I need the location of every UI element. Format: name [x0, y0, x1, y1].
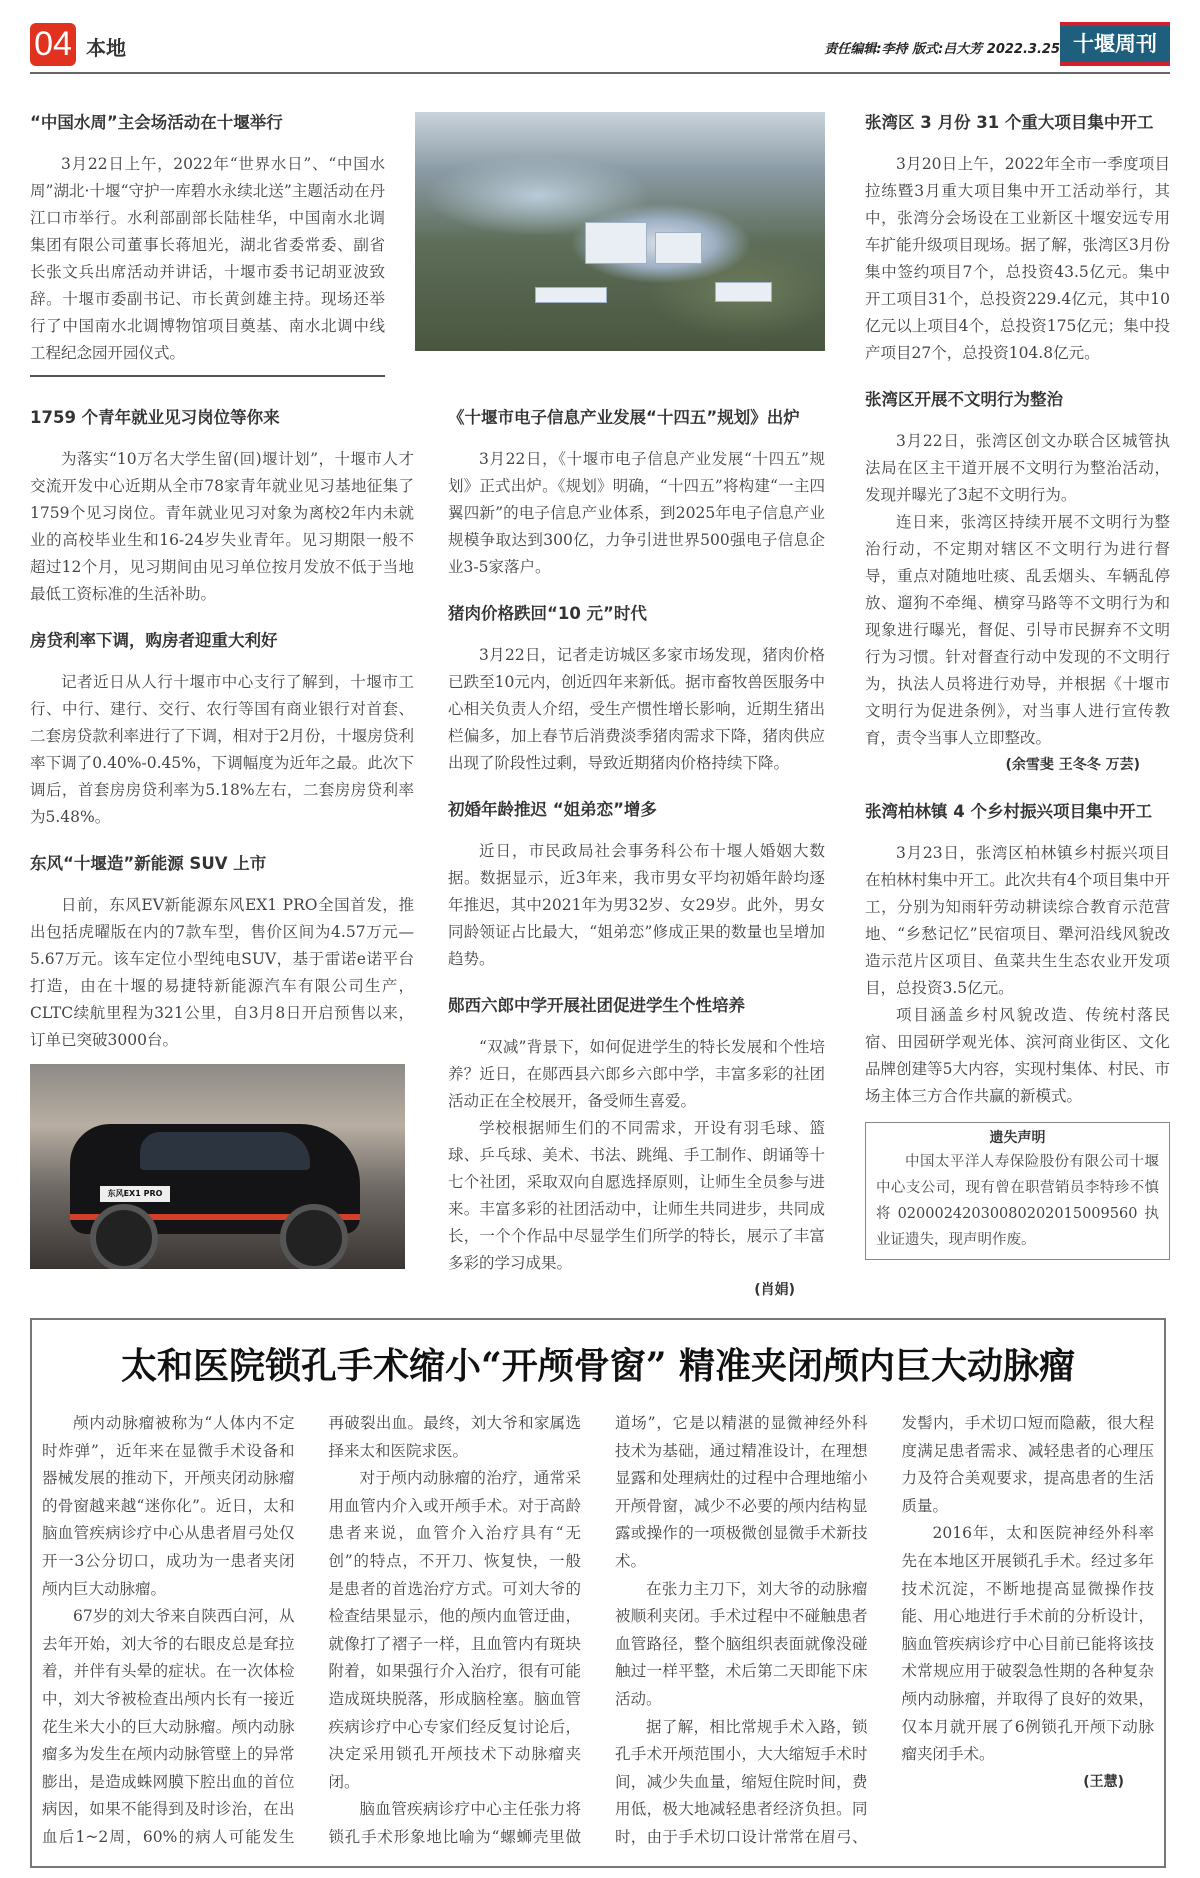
- article-title: 郧西六郎中学开展社团促进学生个性培养: [448, 996, 745, 1015]
- column-3: [865, 112, 1170, 1260]
- article-title: 房贷利率下调，购房者迎重大利好: [30, 631, 278, 650]
- feature-headline: 太和医院锁孔手术缩小“开颅骨窗” 精准夹闭颅内巨大动脉瘤: [121, 1345, 1075, 1387]
- article-title: 东风“十堰造”新能源 SUV 上市: [30, 854, 267, 873]
- building-shape: [715, 282, 772, 302]
- feature-article-box: [30, 1318, 1166, 1868]
- article-paragraph: 3月23日，张湾区柏林镇乡村振兴项目在柏林村集中开工。此次共有4个项目集中开工，分别为知雨轩劳动耕读综合教育示范营地、“乡愁记忆”民宿项目、犟河沿线风貌改造示范片区项目、鱼菜共生生态农业开发项目，总投资3.5亿元。: [865, 844, 1170, 997]
- article-paragraph: 连日来，张湾区持续开展不文明行为整治行动，不定期对辖区不文明行为进行督导，重点对随地吐痰、乱丢烟头、车辆乱停放、遛狗不牵绳、横穿马路等不文明行为和现象进行曝光，督促、引导市民摒弃不文明行为习惯。针对督查行动中发现的不文明行为，执法人员将进行劝导，并根据《十堰市文明行为促进条例》，对当事人进行宣传教育，责令当事人立即整改。: [865, 513, 1170, 747]
- feature-paragraph: 脑血管疾病诊疗中心主任张力将锁孔手术形象地比喻为“螺蛳壳里做道场”，它是以精湛的显微神经外科技术为基础，通过精准设计，在理想显露和处理病灶的过程中合理地缩小开颅骨窗，减少不必要的颅内结构显露或操作的一项极微创显微手术新技术。: [328, 1414, 868, 1846]
- article-internships: [30, 407, 414, 608]
- top-row: [30, 112, 825, 377]
- building-shape: [535, 287, 607, 303]
- article-paragraph: 近日，市民政局社会事务科公布十堰人婚姻大数据。数据显示，近3年来，我市男女平均初婚年龄均逐年推迟，其中2021年为男32岁、女29岁。此外，男女同龄领证占比最大，“姐弟恋”修成正果的数量也呈增加趋势。: [448, 842, 825, 968]
- building-shape: [585, 222, 647, 264]
- car-window-shape: [140, 1132, 310, 1170]
- article-paragraph: 3月22日上午，2022年“世界水日”、“中国水周”湖北·十堰“守护一库碧水永续北送”主题活动在丹江口市举行。水利部副部长陆桂华，中国南水北调集团有限公司董事长蒋旭光，湖北省委常委、副省长张文兵出席活动并讲话，十堰市委书记胡亚波致辞。十堰市委副书记、市长黄剑雄主持。现场还举行了中国南水北调博物馆项目奠基、南水北调中线工程纪念园开园仪式。: [30, 155, 385, 362]
- article-school-clubs: [448, 995, 825, 1304]
- notice-text: 中国太平洋人寿保险股份有限公司十堰中心支公司，现有曾在职营销员李特珍不慎将02000242030080202015009560执业证遗失，现声明作废。: [876, 1154, 1159, 1248]
- article-paragraph: “双减”背景下，如何促进学生的特长发展和个性培养？近日，在郧西县六郎乡六郎中学，丰富多彩的社团活动正在全校展开，备受师生喜爱。: [448, 1038, 825, 1110]
- page-number-badge: 04: [30, 23, 76, 66]
- left-area: [30, 112, 825, 1304]
- wheel-shape: [280, 1204, 348, 1269]
- feature-paragraph: 在张力主刀下，刘大爷的动脉瘤被顺利夹闭。手术过程中不碰触患者血管路径，整个脑组织表面就像没碰触过一样平整，术后第二天即能下床活动。: [615, 1579, 868, 1708]
- article-paragraph: 3月22日，张湾区创文办联合区城管执法局在区主干道开展不文明行为整治活动，发现并曝光了3起不文明行为。: [865, 432, 1170, 504]
- notice-title: 遗失声明: [989, 1130, 1046, 1146]
- article-title: 初婚年龄推迟 “姐弟恋”增多: [448, 800, 657, 819]
- article-title: 张湾柏林镇 4 个乡村振兴项目集中开工: [865, 802, 1152, 821]
- wheel-shape: [90, 1204, 158, 1269]
- article-paragraph: 日前，东风EV新能源东风EX1 PRO全国首发，推出包括虎曜版在内的7款车型，售价区间为4.57万元—5.67万元。该车定位小型纯电SUV，基于雷诺e诺平台打造，由在十堰的易捷特新能源汽车有限公司生产，CLTC续航里程为321公里，自3月8日开启预售以来，订单已突破3000台。: [30, 896, 414, 1049]
- lower-row: [30, 407, 825, 1304]
- article-paragraph: 3月22日，记者走访城区多家市场发现，猪肉价格已跌至10元内，创近四年来新低。据市畜牧兽医服务中心相关负责人介绍，受生产惯性增长影响，近期生猪出栏偏多，加上春节后消费淡季猪肉需求下降，猪肉供应出现了阶段性过剩，导致近期猪肉价格持续下降。: [448, 646, 825, 772]
- article-electronics-plan: [448, 407, 825, 581]
- column-2: [448, 407, 825, 1304]
- article-pork: [448, 603, 825, 777]
- article-title: 《十堰市电子信息产业发展“十四五”规划》出炉: [448, 408, 800, 427]
- article-paragraph: 3月20日上午，2022年全市一季度项目拉练暨3月重大项目集中开工活动举行，其中，张湾分会场设在工业新区十堰安远专用车扩能升级项目现场。据了解，张湾区3月份集中签约项目7个，总投资43.5亿元。集中开工项目31个，总投资229.4亿元，其中10亿元以上项目4个，总投资175亿元；集中投产项目27个，总投资104.8亿元。: [865, 155, 1170, 362]
- column-1-top: [30, 112, 385, 377]
- car-photo-dongfeng-ex1-pro: [30, 1064, 405, 1269]
- building-shape: [655, 232, 702, 264]
- article-title: “中国水周”主会场活动在十堰举行: [30, 113, 283, 132]
- article-paragraph: 为落实“10万名大学生留(回)堰计划”，十堰市人才交流开发中心近期从全市78家青年就业见习基地征集了1759个见习岗位。青年就业见习对象为离校2年内未就业的高校毕业生和16-24岁失业青年。见习期限一般不超过12个月，见习期间由见习单位按月发放不低于当地最低工资标准的生活补助。: [30, 450, 414, 603]
- feature-paragraph: 对于颅内动脉瘤的治疗，通常采用血管内介入或开颅手术。对于高龄患者来说，血管介入治疗具有“无创”的特点，不开刀、恢复快，一般是患者的首选治疗方式。可刘大爷的检查结果显示，他的颅内血管迂曲，就像打了褶子一样，且血管内有斑块附着，如果强行介入治疗，很有可能造成斑块脱落，形成脑栓塞。脑血管疾病诊疗中心专家们经反复讨论后，决定采用锁孔开颅技术下动脉瘤夹闭。: [328, 1469, 581, 1791]
- article-water-week: [30, 112, 385, 367]
- lost-notice-box: [865, 1122, 1170, 1260]
- article-paragraph: 3月22日，《十堰市电子信息产业发展“十四五”规划》正式出炉。《规划》明确，“十四五”将构建“一主四翼四新”的电子信息产业体系，到2025年电子信息产业规模争取达到300亿，力争引进世界500强电子信息企业3-5家落户。: [448, 450, 825, 576]
- article-divider: [30, 375, 385, 377]
- article-title: 猪肉价格跌回“10 元”时代: [448, 604, 647, 623]
- article-title: 张湾区 3 月份 31 个重大项目集中开工: [865, 113, 1154, 132]
- article-marriage: [448, 799, 825, 973]
- article-title: 1759 个青年就业见习岗位等你来: [30, 408, 280, 427]
- article-paragraph: 学校根据师生们的不同需求，开设有羽毛球、篮球、乒乓球、美术、书法、跳绳、手工制作、朗诵等十七个社团，采取双向自愿选择原则，让师生全员参与进来。丰富多彩的社团活动中，让师生共同进步，共同成长，一个个作品中尽显学生们所学的特长，展示了丰富多彩的学习成果。: [448, 1119, 825, 1272]
- article-civility: [865, 389, 1170, 779]
- feature-body: [42, 1410, 1154, 1852]
- aerial-photo-water-project: [415, 112, 825, 351]
- section-title: 本地: [86, 36, 126, 60]
- article-byline: (余雪斐 王冬冬 万芸): [1005, 757, 1140, 773]
- article-paragraph: 记者近日从人行十堰市中心支行了解到，十堰市工行、中行、建行、交行、农行等国有商业银行对首套、二套房贷款利率进行了下调，相对于2月份，十堰房贷利率下调了0.40%-0.45%，下调幅度为近年之最。此次下调后，首套房房贷利率为5.18%左右，二套房房贷利率为5.48%。: [30, 673, 414, 826]
- article-mortgage: [30, 630, 414, 831]
- feature-paragraph: 据了解，相比常规手术入路，锁孔手术开颅范围小，大大缩短手术时间，减少失血量，缩短住院时间，费用低，极大地减轻患者经济负担。同时，由于手术切口设计常常在眉弓、发髻内，手术切口短而隐蔽，很大程度满足患者需求、减轻患者的心理压力及符合美观要求，提高患者的生活质量。: [615, 1414, 1154, 1846]
- article-byline: (肖娟): [754, 1282, 795, 1298]
- feature-byline: (王慧): [1083, 1773, 1124, 1790]
- car-plate: 东风EX1 PRO: [100, 1186, 170, 1202]
- article-suv: [30, 853, 414, 1054]
- editor-credits: 责任编辑:李持 版式:吕大芳 2022.3.25: [824, 42, 1060, 57]
- feature-paragraph: 颅内动脉瘤被称为“人体内不定时炸弹”，近年来在显微手术设备和器械发展的推动下，开颅夹闭动脉瘤的骨窗越来越“迷你化”。近日，太和脑血管疾病诊疗中心从患者眉弓处仅开一3公分切口，成功为一患者夹闭颅内巨大动脉瘤。: [42, 1414, 295, 1598]
- article-paragraph: 项目涵盖乡村风貌改造、传统村落民宿、田园研学观光体、滨河商业街区、文化品牌创建等5大内容，实现村集体、村民、市场主体三方合作共赢的新模式。: [865, 1006, 1170, 1105]
- article-zhangwan-projects: [865, 112, 1170, 367]
- feature-paragraph: 67岁的刘大爷来自陕西白河，从去年开始，刘大爷的右眼皮总是耷拉着，并伴有头晕的症状。在一次体检中，刘大爷被检查出颅内长有一接近花生米大小的巨大动脉瘤。颅内动脉瘤多为发生在颅内动脉管壁上的异常膨出，是造成蛛网膜下腔出血的首位病因，如果不能得到及时诊治，在出血后1~2周，60%的病人可能发生再破裂出血。最终，刘大爷和家属选择来太和医院求医。: [42, 1414, 581, 1846]
- article-title: 张湾区开展不文明行为整治: [865, 390, 1063, 409]
- feature-paragraph: 2016年，太和医院神经外科率先在本地区开展锁孔手术。经过多年技术沉淀，不断地提高显微操作技能、用心地进行手术前的分析设计，脑血管疾病诊疗中心目前已能将该技术常规应用于破裂急性期的各种复杂颅内动脉瘤，并取得了良好的效果，仅本月就开展了6例锁孔开颅下动脉瘤夹闭手术。: [901, 1524, 1154, 1764]
- masthead-logo: 十堰周刊: [1060, 22, 1170, 66]
- column-1-lower: [30, 407, 414, 1269]
- article-rural: [865, 801, 1170, 1110]
